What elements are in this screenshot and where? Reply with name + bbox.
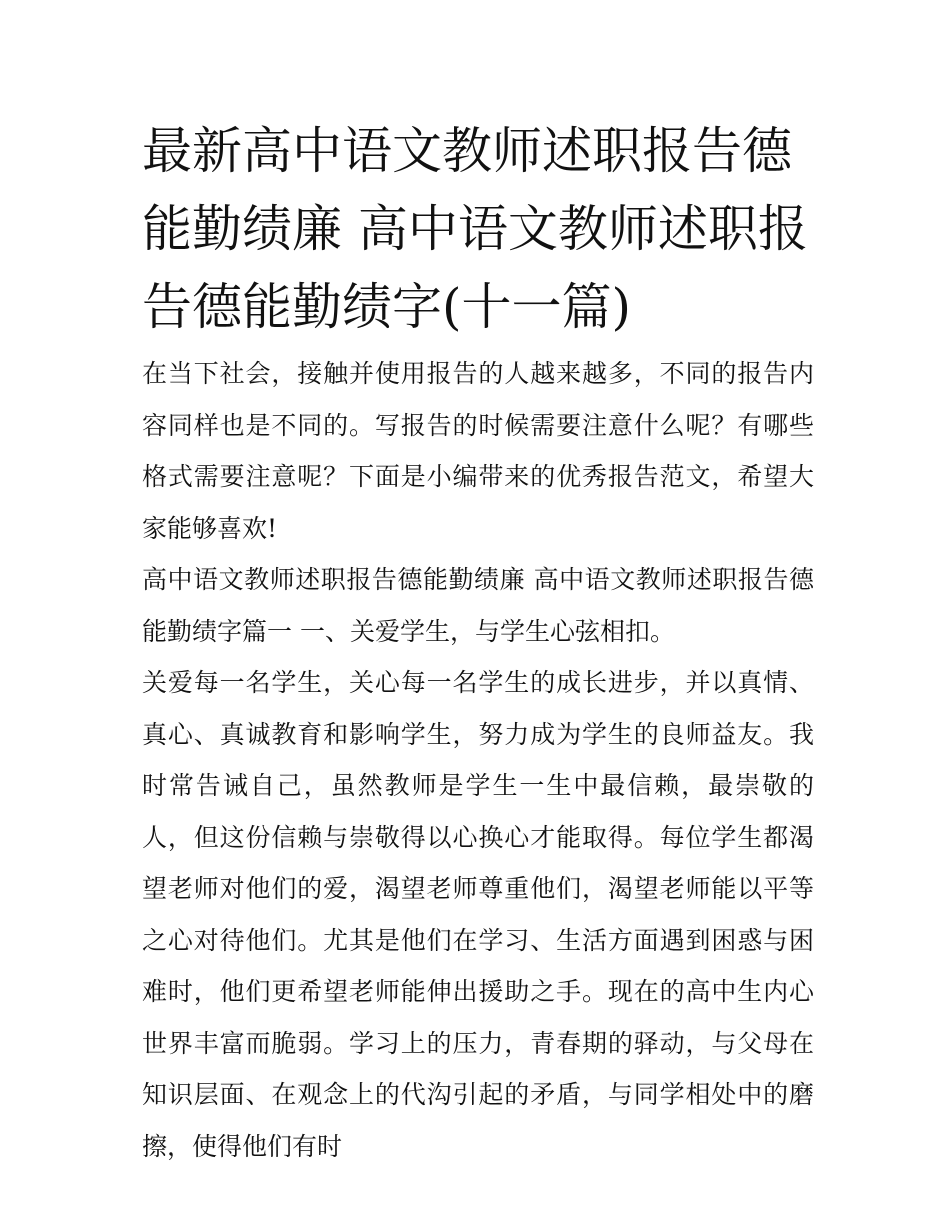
section-heading-paragraph: 高中语文教师述职报告德能勤绩廉 高中语文教师述职报告德能勤绩字篇一 一、关爱学生，与学生心弦相扣。 <box>142 565 814 646</box>
body-paragraph: 关爱每一名学生，关心每一名学生的成长进步，并以真情、真心、真诚教育和影响学生，努力成为学生的良师益友。我时常告诫自己，虽然教师是学生一生中最信赖，最崇敬的人，但这份信赖与崇敬得以心换心才能取得。每位学生都渴望老师对他们的爱，渴望老师尊重他们，渴望老师能以平等之心对待他们。尤其是他们在学习、生活方面遇到困惑与困难时，他们更希望老师能伸出援助之手。现在的高中生内心世界丰富而脆弱。学习上的压力，青春期的驿动，与父母在知识层面、在观念上的代沟引起的矛盾，与同学相处中的磨擦，使得他们有时 <box>142 668 814 1161</box>
document-title: 最新高中语文教师述职报告德能勤绩廉 高中语文教师述职报告德能勤绩字(十一篇) <box>142 122 808 336</box>
document-page <box>142 112 814 1172</box>
intro-paragraph: 在当下社会，接触并使用报告的人越来越多，不同的报告内容同样也是不同的。写报告的时候需要注意什么呢？有哪些格式需要注意呢？下面是小编带来的优秀报告范文，希望大家能够喜欢! <box>142 359 814 543</box>
